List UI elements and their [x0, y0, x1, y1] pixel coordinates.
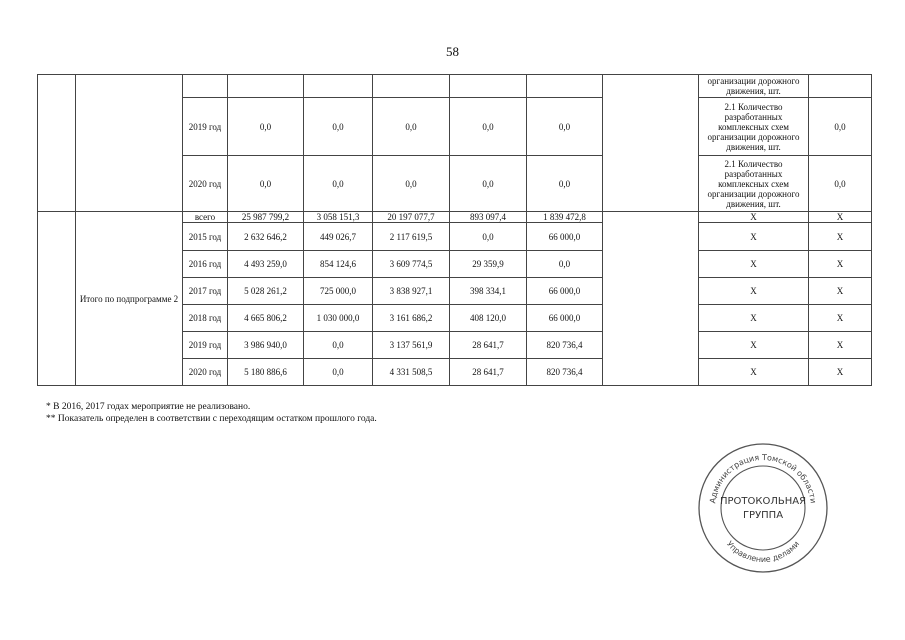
value-cell: 66 000,0	[527, 278, 603, 305]
year-cell: 2019 год	[183, 98, 228, 156]
value-cell	[228, 75, 304, 98]
x-cell: Х	[809, 212, 872, 223]
x-cell: Х	[809, 278, 872, 305]
x-cell: Х	[809, 251, 872, 278]
value-cell	[304, 75, 373, 98]
value-cell: 4 331 508,5	[373, 359, 450, 386]
indicator-cell: 2.1 Количество разработанных комплексных схем организации дорожного движения, шт.	[699, 98, 809, 156]
value-cell: 0,0	[450, 98, 527, 156]
stamp-ring-top-text: Администрация Томской области	[708, 452, 818, 504]
total-label: Итого по подпрограмме 2	[76, 212, 183, 386]
value-cell: 29 359,9	[450, 251, 527, 278]
indicator-cell: 2.1 Количество разработанных комплексных схем организации дорожного движения, шт.	[699, 156, 809, 212]
year-cell: 2015 год	[183, 223, 228, 251]
value-cell: 0,0	[527, 98, 603, 156]
value-cell: 725 000,0	[304, 278, 373, 305]
empty-cell	[603, 212, 699, 386]
value-cell: 3 609 774,5	[373, 251, 450, 278]
x-cell: Х	[809, 332, 872, 359]
budget-table	[37, 74, 872, 386]
official-stamp	[695, 440, 831, 576]
value-cell: 3 986 940,0	[228, 332, 304, 359]
table-row	[38, 212, 872, 223]
value-cell: 66 000,0	[527, 305, 603, 332]
value-cell: 3 161 686,2	[373, 305, 450, 332]
value-cell: 28 641,7	[450, 359, 527, 386]
value-cell: 28 641,7	[450, 332, 527, 359]
x-cell: Х	[699, 359, 809, 386]
empty-cell	[603, 75, 699, 212]
x-cell: Х	[699, 251, 809, 278]
x-cell: Х	[699, 212, 809, 223]
value-cell: 449 026,7	[304, 223, 373, 251]
year-cell: 2016 год	[183, 251, 228, 278]
value-cell: 0,0	[304, 98, 373, 156]
stamp-ring-bottom-text: Управление делами	[724, 539, 802, 565]
value-cell: 0,0	[527, 251, 603, 278]
x-cell: Х	[699, 223, 809, 251]
empty-cell	[38, 212, 76, 386]
value-cell: 0,0	[304, 156, 373, 212]
value-cell	[527, 75, 603, 98]
value-cell: 5 180 886,6	[228, 359, 304, 386]
footnote: ** Показатель определен в соответствии с переходящим остатком прошлого года.	[46, 414, 377, 424]
value-cell: 2 632 646,2	[228, 223, 304, 251]
footnotes	[46, 401, 377, 425]
value-cell: 3 137 561,9	[373, 332, 450, 359]
value-cell: 893 097,4	[450, 212, 527, 223]
x-cell: Х	[699, 305, 809, 332]
year-cell: 2018 год	[183, 305, 228, 332]
value-cell: 3 058 151,3	[304, 212, 373, 223]
value-cell: 0,0	[228, 156, 304, 212]
indicator-value-cell	[809, 75, 872, 98]
table-row	[38, 75, 872, 98]
footnote: * В 2016, 2017 годах мероприятие не реализовано.	[46, 402, 251, 412]
value-cell: 66 000,0	[527, 223, 603, 251]
year-cell: 2017 год	[183, 278, 228, 305]
value-cell: 1 030 000,0	[304, 305, 373, 332]
empty-cell	[38, 75, 76, 212]
indicator-value-cell: 0,0	[809, 156, 872, 212]
empty-cell	[76, 75, 183, 212]
value-cell: 0,0	[450, 156, 527, 212]
indicator-cell: организации дорожного движения, шт.	[699, 75, 809, 98]
year-cell: 2020 год	[183, 359, 228, 386]
value-cell	[450, 75, 527, 98]
stamp-line-2: ГРУППА	[742, 510, 784, 521]
value-cell: 0,0	[304, 332, 373, 359]
year-cell	[183, 75, 228, 98]
year-cell: 2019 год	[183, 332, 228, 359]
value-cell: 3 838 927,1	[373, 278, 450, 305]
value-cell: 1 839 472,8	[527, 212, 603, 223]
value-cell: 854 124,6	[304, 251, 373, 278]
value-cell: 0,0	[228, 98, 304, 156]
x-cell: Х	[809, 223, 872, 251]
value-cell: 4 493 259,0	[228, 251, 304, 278]
value-cell: 820 736,4	[527, 332, 603, 359]
indicator-value-cell: 0,0	[809, 98, 872, 156]
x-cell: Х	[699, 278, 809, 305]
year-cell: 2020 год	[183, 156, 228, 212]
x-cell: Х	[809, 305, 872, 332]
value-cell: 398 334,1	[450, 278, 527, 305]
value-cell: 5 028 261,2	[228, 278, 304, 305]
value-cell: 2 117 619,5	[373, 223, 450, 251]
value-cell: 820 736,4	[527, 359, 603, 386]
stamp-line-1: ПРОТОКОЛЬНАЯ	[719, 496, 807, 507]
page-number: 58	[446, 44, 459, 59]
value-cell: 4 665 806,2	[228, 305, 304, 332]
value-cell	[373, 75, 450, 98]
value-cell: 0,0	[527, 156, 603, 212]
value-cell: 20 197 077,7	[373, 212, 450, 223]
x-cell: Х	[809, 359, 872, 386]
x-cell: Х	[699, 332, 809, 359]
year-cell: всего	[183, 212, 228, 223]
value-cell: 25 987 799,2	[228, 212, 304, 223]
value-cell: 0,0	[373, 156, 450, 212]
value-cell: 0,0	[304, 359, 373, 386]
value-cell: 0,0	[450, 223, 527, 251]
value-cell: 408 120,0	[450, 305, 527, 332]
value-cell: 0,0	[373, 98, 450, 156]
